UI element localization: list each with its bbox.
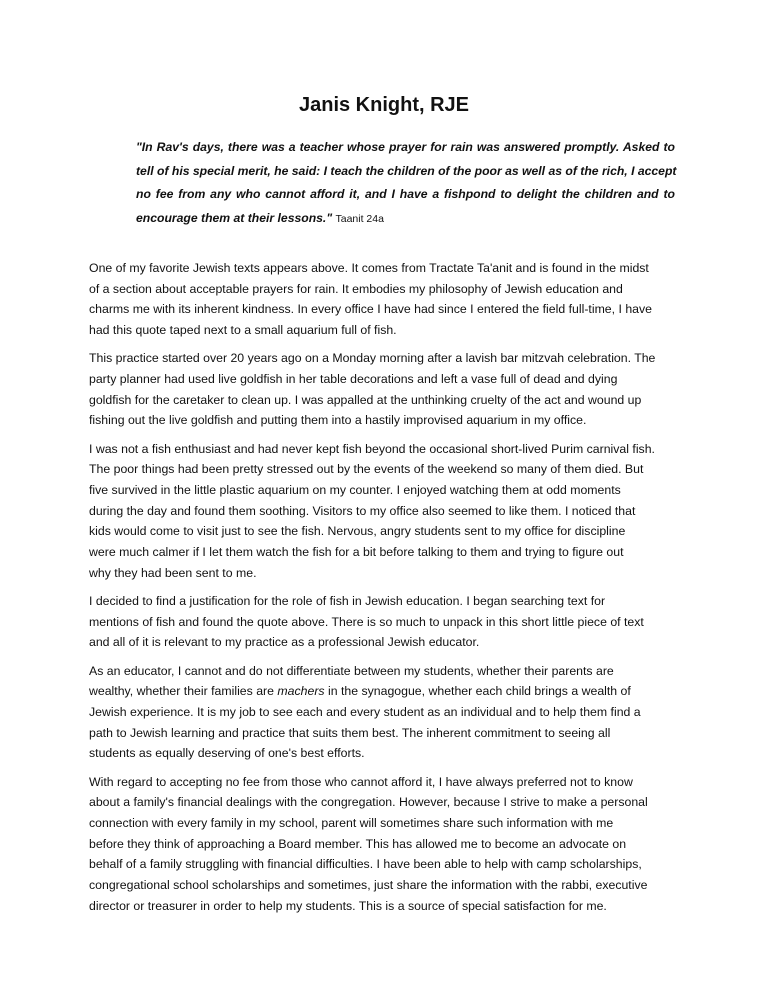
text-line: during the day and found them soothing. Visitors to my office also seemed to like them. I noticed that: [89, 503, 636, 518]
text-line: kids would come to visit just to see the fish. Nervous, angry students sent to my office for discipline: [89, 524, 626, 539]
text-line: mentions of fish and found the quote above. There is so much to unpack in this short little piece of text: [89, 614, 644, 629]
text-line: charms me with its inherent kindness. In every office I have had since I entered the field full-time, I have: [89, 302, 652, 317]
document-title: Janis Knight, RJE: [298, 94, 470, 116]
text-line: fishing out the live goldfish and putting them into a hastily improvised aquarium in my office.: [89, 413, 587, 428]
text-line: had this quote taped next to a small aquarium full of fish.: [89, 323, 397, 338]
paragraph: [89, 661, 684, 765]
text-line: of a section about acceptable prayers for rain. It embodies my philosophy of Jewish education and: [89, 281, 623, 296]
emphasis: machers: [277, 684, 325, 699]
text-line: connection with every family in my school, parent will sometimes share such information with me: [89, 816, 614, 831]
text-line: behalf of a family struggling with financial difficulties. I have been able to help with camp scholarships,: [89, 857, 642, 872]
epigraph-quote: [136, 136, 675, 230]
quote-source: Taanit 24a: [335, 212, 384, 225]
text-line: Jewish experience. It is my job to see each and every student as an individual and to help them find a: [89, 705, 641, 720]
text-line: before they think of approaching a Board member. This has allowed me to become an advocate on: [89, 836, 627, 851]
text-line: party planner had used live goldfish in her table decorations and left a vase full of dead and dying: [89, 372, 618, 387]
text-line: I decided to find a justification for the role of fish in Jewish education. I began searching text for: [89, 594, 606, 609]
text-line: As an educator, I cannot and do not differentiate between my students, whether their parents are: [89, 663, 614, 678]
text-line: path to Jewish learning and practice that suits them best. The inherent commitment to seeing all: [89, 725, 611, 740]
text-line: congregational school scholarships and sometimes, just share the information with the rabbi, executive: [89, 878, 648, 893]
text-line: This practice started over 20 years ago on a Monday morning after a lavish bar mitzvah celebration. The: [89, 351, 656, 366]
text-line: and all of it is relevant to my practice as a professional Jewish educator.: [89, 635, 480, 650]
text-line: about a family's financial dealings with the congregation. However, because I strive to make a personal: [89, 795, 648, 810]
text-line: I was not a fish enthusiast and had never kept fish beyond the occasional short-lived Purim carnival fish.: [89, 441, 655, 456]
text-line: why they had been sent to me.: [89, 565, 257, 580]
text-line: director or treasurer in order to help my students. This is a source of special satisfaction for me.: [89, 898, 607, 913]
text-line: wealthy, whether their families are machers in the synagogue, whether each child brings a wealth of: [89, 684, 631, 699]
quote-line: no fee from any who cannot afford it, and I have a fishpond to delight the children and to: [136, 187, 675, 201]
text-line: goldfish for the caretaker to clean up. I was appalled at the unthinking cruelty of the act and wound up: [89, 392, 642, 407]
text-line: With regard to accepting no fee from those who cannot afford it, I have always preferred not to know: [89, 774, 633, 789]
paragraph: [89, 439, 684, 584]
document-body: [89, 258, 684, 924]
text-line: students as equally deserving of one's best efforts.: [89, 746, 365, 761]
paragraph: [89, 591, 684, 653]
quote-line-last: [136, 207, 675, 231]
text-line: five survived in the little plastic aquarium on my counter. I enjoyed watching them at odd moments: [89, 483, 621, 498]
quote-line: tell of his special merit, he said: I teach the children of the poor as well as of the rich, I accept: [136, 163, 677, 178]
text-line: The poor things had been pretty stressed out by the events of the weekend so many of them died. But: [89, 462, 644, 477]
quote-line: "In Rav's days, there was a teacher whose prayer for rain was answered promptly. Asked to: [136, 140, 675, 154]
text-line: were much calmer if I let them watch the fish for a bit before talking to them and trying to figure out: [89, 545, 624, 560]
paragraph: [89, 772, 684, 917]
paragraph: [89, 258, 684, 341]
paragraph: [89, 348, 684, 431]
text-line: One of my favorite Jewish texts appears above. It comes from Tractate Ta'anit and is found in the midst: [89, 261, 649, 275]
quote-line: encourage them at their lessons.": [136, 210, 333, 225]
